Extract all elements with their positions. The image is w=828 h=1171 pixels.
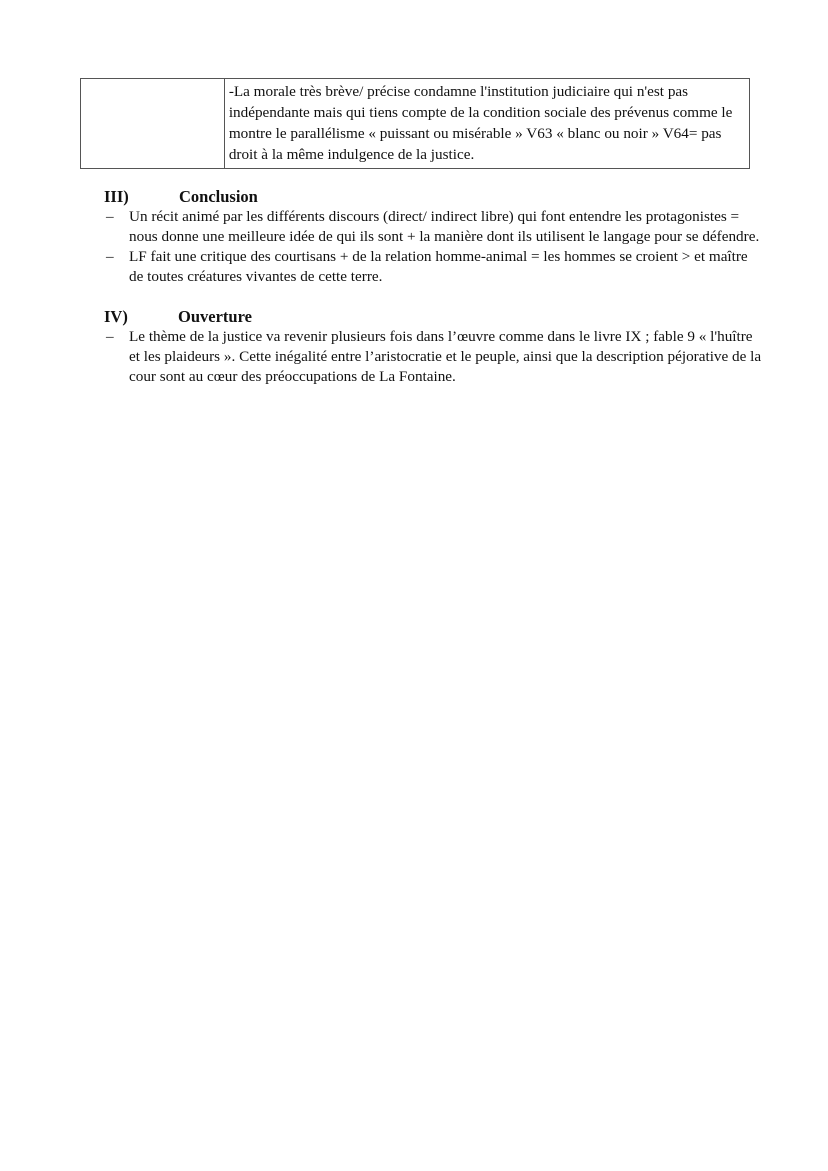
dash-bullet-icon: – bbox=[106, 248, 114, 265]
section-number: IV) bbox=[104, 307, 128, 326]
list-item-text: Le thème de la justice va revenir plusieurs fois dans l’œuvre comme dans le livre IX ; fable 9 « l'huître et les plaideurs ». Cette inégalité entre l’aristocratie et le peuple, ainsi que la description péjorative de la cour sont au cœur des préoccupations de La Fontaine. bbox=[129, 328, 762, 385]
table-cell-morale: -La morale très brève/ précise condamne l'institution judiciaire qui n'est pas indépendante mais qui tiens compte de la condition sociale des prévenus comme le montre le parallélisme « puissant ou misérable » V63 « blanc ou noir » V64= pas droit à la même indulgence de la justice. bbox=[224, 79, 749, 169]
section-ouverture bbox=[104, 306, 764, 387]
bullet-list bbox=[104, 327, 764, 387]
dash-bullet-icon: – bbox=[106, 328, 114, 345]
list-item bbox=[104, 327, 764, 387]
section-title: Conclusion bbox=[179, 187, 258, 206]
section-heading bbox=[104, 186, 764, 207]
dash-bullet-icon: – bbox=[106, 208, 114, 225]
analysis-table-grid bbox=[80, 78, 750, 169]
section-conclusion bbox=[104, 186, 764, 287]
list-item bbox=[104, 247, 764, 287]
analysis-table bbox=[80, 78, 750, 169]
section-title: Ouverture bbox=[178, 307, 252, 326]
bullet-list bbox=[104, 207, 764, 287]
list-item bbox=[104, 207, 764, 247]
section-heading bbox=[104, 306, 764, 327]
table-cell-left bbox=[81, 79, 225, 169]
list-item-text: Un récit animé par les différents discours (direct/ indirect libre) qui font entendre les protagonistes = nous donne une meilleure idée de qui ils sont + la manière dont ils utilisent le langage pour se défendre. bbox=[129, 208, 760, 245]
section-number: III) bbox=[104, 187, 129, 206]
list-item-text: LF fait une critique des courtisans + de la relation homme-animal = les hommes se croient > et maître de toutes créatures vivantes de cette terre. bbox=[129, 248, 748, 285]
table-row bbox=[81, 79, 750, 169]
